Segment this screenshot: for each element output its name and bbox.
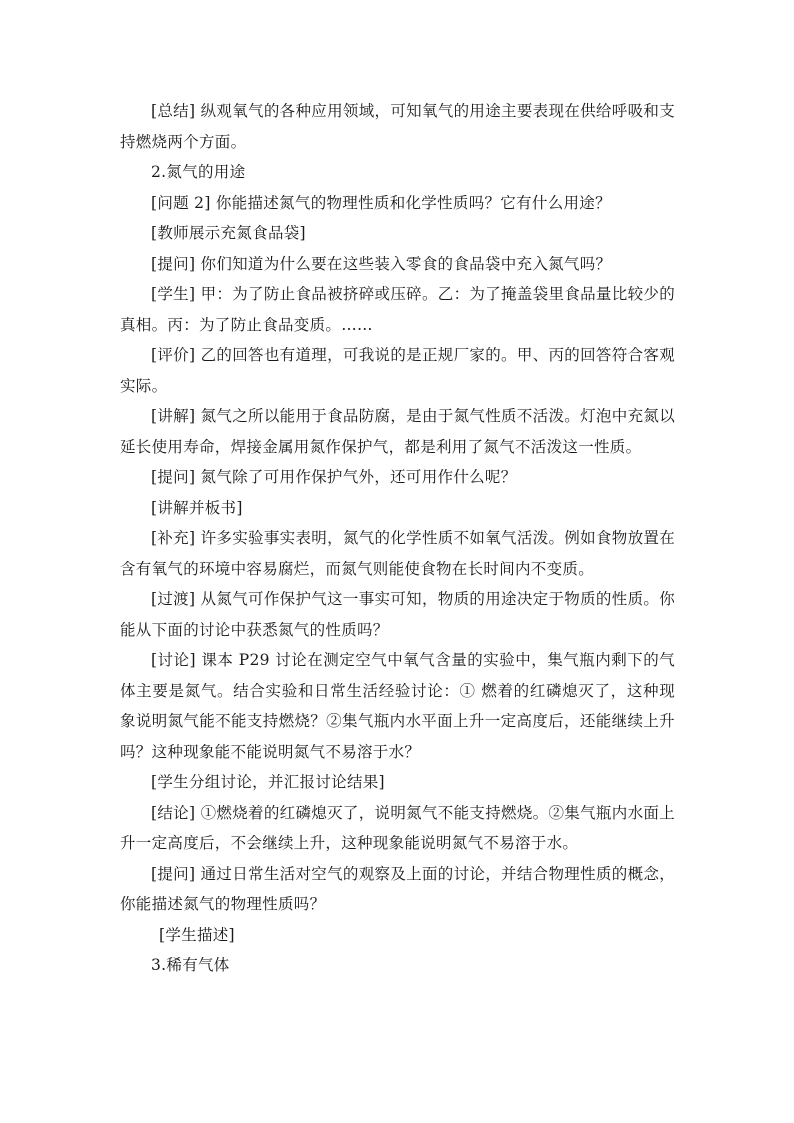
paragraph-explanation-1: [讲解] 氮气之所以能用于食品防腐，是由于氮气性质不活泼。灯泡中充氮以延长使用寿命，焊接金属用氮作保护气，都是利用了氮气不活泼这一性质。: [120, 407, 675, 456]
paragraph-ask-1: [提问] 你们知道为什么要在这些装入零食的食品袋中充入氮气吗？: [151, 254, 612, 273]
paragraph-summary: [总结] 纵观氧气的各种应用领域，可知氧气的用途主要表现在供给呼吸和支持燃烧两个方面。: [120, 102, 675, 151]
paragraph-ask-2: [提问] 氮气除了可用作保护气外，还可用作什么呢？: [151, 468, 517, 486]
paragraph-student-answers: [学生] 甲：为了防止食品被挤碎或压碎。乙：为了掩盖袋里食品量比较少的真相。丙：为了防止食品变质。……: [120, 285, 675, 334]
paragraph-teacher-demo: [教师展示充氮食品袋]: [151, 224, 306, 242]
paragraph-transition: [过渡] 从氮气可作保护气这一事实可知，物质的用途决定于物质的性质。你能从下面的讨论中获悉氮气的性质吗？: [120, 590, 675, 639]
paragraph-ask-3: [提问] 通过日常生活对空气的观察及上面的讨论，并结合物理性质的概念，你能描述氮气的物理性质吗？: [120, 864, 675, 913]
paragraph-supplement: [补充] 许多实验事实表明，氮气的化学性质不如氧气活泼。例如食物放置在含有氧气的环境中容易腐烂，而氮气则能使食物在长时间内不变质。: [120, 529, 675, 578]
paragraph-explain-board: [讲解并板书]: [151, 498, 243, 517]
section-heading-nitrogen: 2.氮气的用途: [151, 163, 246, 181]
paragraph-discussion: [讨论] 课本 P29 讨论在测定空气中氧气含量的实验中，集气瓶内剩下的气体主要是氮气。结合实验和日常生活经验讨论：① 燃着的红磷熄灭了，这种现象说明氮气能不能支持燃烧？②集气瓶内水平面上升一定高度后，还能继续上升吗？这种现象能不能说明氮气不易溶于水？: [120, 651, 675, 761]
paragraph-evaluation: [评价] 乙的回答也有道理，可我说的是正规厂家的。甲、丙的回答符合客观实际。: [120, 346, 675, 395]
paragraph-group-discussion: [学生分组讨论，并汇报讨论结果]: [151, 773, 385, 791]
section-heading-noble-gases: 3.稀有气体: [151, 956, 230, 974]
paragraph-conclusion: [结论] ①燃烧着的红磷熄灭了，说明氮气不能支持燃烧。②集气瓶内水面上升一定高度后，不会继续上升，这种现象能说明氮气不易溶于水。: [120, 803, 675, 852]
paragraph-student-describe: [学生描述]: [159, 925, 235, 944]
document-body: [120, 96, 675, 981]
paragraph-question-2: [问题 2] 你能描述氮气的物理性质和化学性质吗？它有什么用途？: [151, 193, 611, 212]
